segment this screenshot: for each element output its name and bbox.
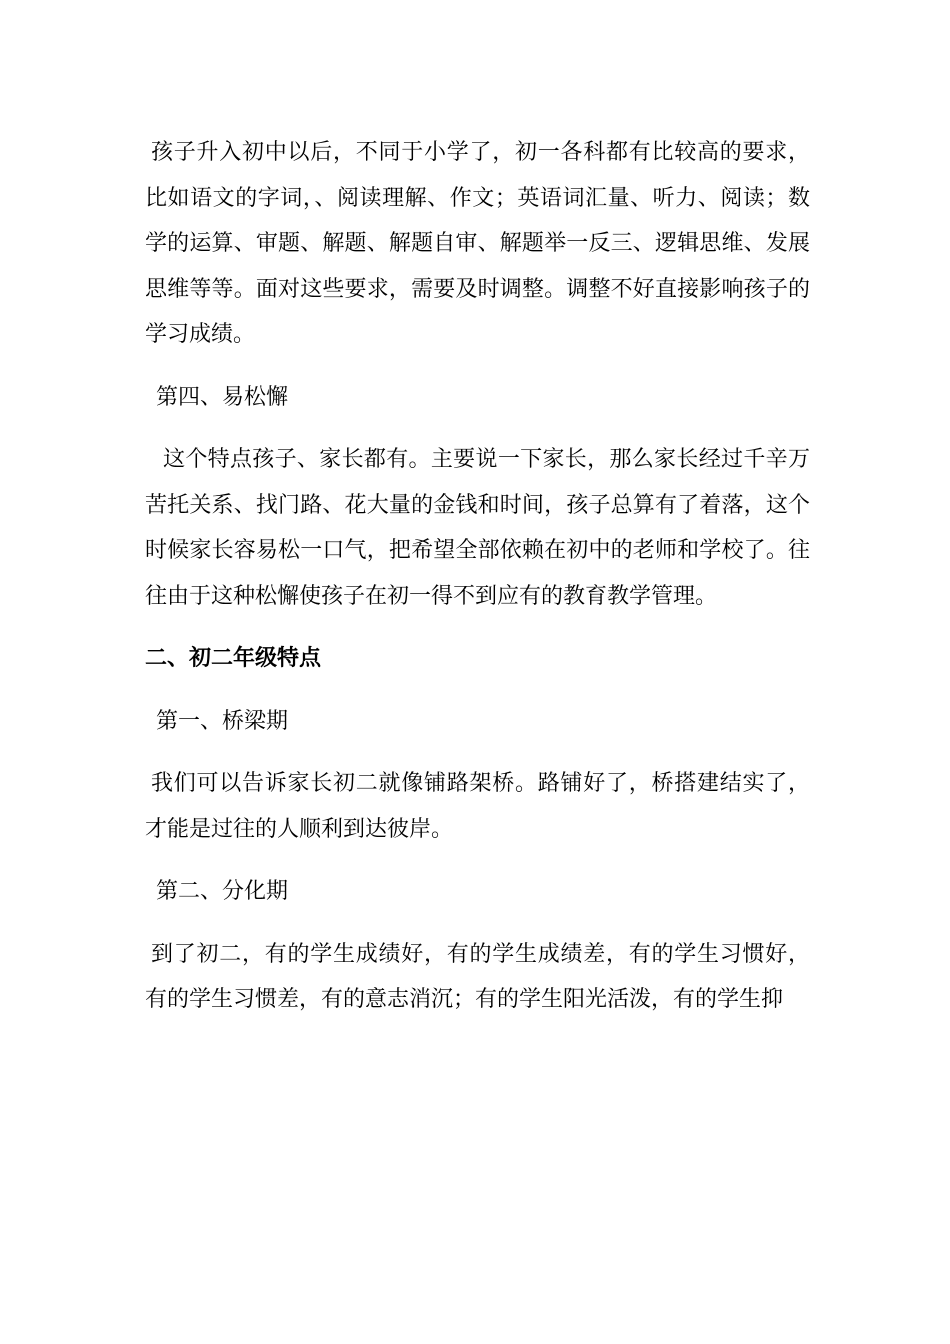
paragraph-parents-slack: 这个特点孩子、家长都有。主要说一下家长，那么家长经过千辛万苦托关系、找门路、花大量的金钱和时间，孩子总算有了着落，这个时候家长容易松一口气，把希望全部依赖在初中的老师和学校了。往往由于这种松懈使孩子在初一得不到应有的教育教学管理。: [145, 447, 810, 609]
section-heading-differentiation: 第二、分化期: [156, 879, 289, 904]
section-heading-easy-slack: 第四、易松懈: [156, 384, 289, 410]
section-heading-bridge-period: 第一、桥梁期: [156, 708, 289, 734]
document-body: [145, 130, 810, 1040]
paragraph-bridge-metaphor: 我们可以告诉家长初二就像铺路架桥。路铺好了，桥搭建结实了，才能是过往的人顺利到达彼岸。: [145, 771, 810, 842]
paragraph-differentiation: 到了初二，有的学生成绩好，有的学生成绩差，有的学生习惯好，有的学生习惯差，有的意志消沉；有的学生阳光活泼，有的学生抑: [145, 941, 810, 1012]
chapter-heading-grade-two: 二、初二年级特点: [145, 645, 322, 671]
paragraph-entry-requirements: 孩子升入初中以后，不同于小学了，初一各科都有比较高的要求，比如语文的字词，、阅读理解、作文；英语词汇量、听力、阅读；数学的运算、审题、解题、解题自审、解题举一反三、逻辑思维、发展思维等等。面对这些要求，需要及时调整。调整不好直接影响孩子的学习成绩。: [145, 140, 810, 347]
